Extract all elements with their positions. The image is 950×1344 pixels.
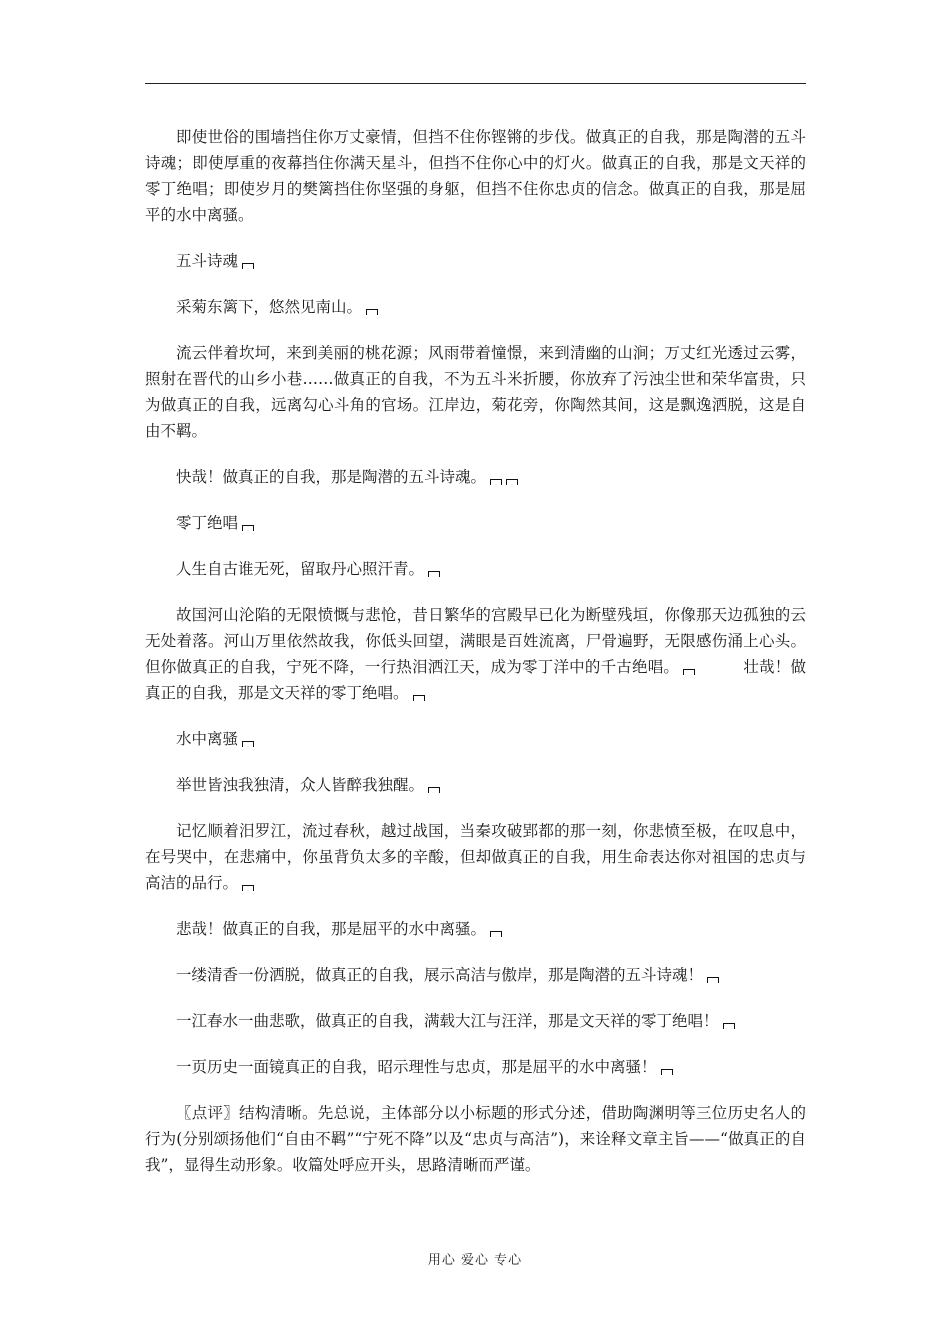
paragraph-mark-icon <box>242 263 254 269</box>
paragraph-mark-icon <box>366 309 378 315</box>
paragraph-mark-icon <box>428 787 440 793</box>
paragraph-mark-icon <box>490 479 502 485</box>
paragraph-mark-icon <box>242 885 254 891</box>
subtitle-lingding: 零丁绝唱 <box>145 510 806 536</box>
paragraph-mark-icon <box>242 741 254 747</box>
exclaim-paragraph: 悲哉！做真正的自我，那是屈平的水中离骚。 <box>145 916 806 942</box>
body-paragraph: 故国河山沦陷的无限愤慨与悲怆，昔日繁华的宫殿早已化为断壁残垣，你像那天边孤独的云无处着落。河山万里依然故我，你低头回望，满眼是百姓流离，尸骨遍野，无限感伤涌上心头。但你做真正的自我，宁死不降，一行热泪洒江天，成为零丁洋中的千古绝唱。 壮哉！做真正的自我，那是文天祥的零丁绝唱。 <box>145 606 806 702</box>
paragraph-mark-icon <box>506 479 518 485</box>
quote-paragraph: 人生自古谁无死，留取丹心照汗青。 <box>145 556 806 582</box>
quote-paragraph: 举世皆浊我独清，众人皆醉我独醒。 <box>145 772 806 798</box>
closing-line: 一缕清香一份洒脱，做真正的自我，展示高洁与傲岸，那是陶潜的五斗诗魂！ <box>145 962 806 988</box>
paragraph-mark-icon <box>490 931 502 937</box>
commentary-paragraph: 〖点评〗结构清晰。先总说，主体部分以小标题的形式分述，借助陶渊明等三位历史名人的行为(分别颂扬他们“自由不羁”“宁死不降”以及“忠贞与高洁”)，来诠释文章主旨——“做真正的自我”，显得生动形象。收篇处呼应开头，思路清晰而严谨。 <box>145 1104 806 1174</box>
paragraph-mark-icon <box>683 669 695 675</box>
paragraph-mark-icon <box>242 525 254 531</box>
header-rule <box>145 83 806 84</box>
paragraph-mark-icon <box>707 977 719 983</box>
subtitle-wudou: 五斗诗魂 <box>145 248 806 274</box>
essay-body <box>145 124 806 1178</box>
paragraph-mark-icon <box>723 1023 735 1029</box>
quote-paragraph: 采菊东篱下，悠然见南山。 <box>145 294 806 320</box>
subtitle-lisao: 水中离骚 <box>145 726 806 752</box>
paragraph-mark-icon <box>413 695 425 701</box>
paragraph-mark-icon <box>428 571 440 577</box>
closing-line: 一江春水一曲悲歌，做真正的自我，满载大江与汪洋，那是文天祥的零丁绝唱！ <box>145 1008 806 1034</box>
page-footer: 用心 爱心 专心 <box>427 1253 523 1268</box>
closing-line: 一页历史一面镜真正的自我，昭示理性与忠贞，那是屈平的水中离骚！ <box>145 1054 806 1080</box>
body-paragraph: 记忆顺着汨罗江，流过春秋，越过战国，当秦攻破郢都的那一刻，你悲愤至极，在叹息中，在号哭中，在悲痛中，你虽背负太多的辛酸，但却做真正的自我，用生命表达你对祖国的忠贞与高洁的品行。 <box>145 822 806 892</box>
body-paragraph: 流云伴着坎坷，来到美丽的桃花源；风雨带着憧憬，来到清幽的山涧；万丈红光透过云雾，照射在晋代的山乡小巷……做真正的自我，不为五斗米折腰，你放弃了污浊尘世和荣华富贵，只为做真正的自我，远离勾心斗角的官场。江岸边，菊花旁，你陶然其间，这是飘逸洒脱，这是自由不羁。 <box>145 344 806 440</box>
exclaim-paragraph: 快哉！做真正的自我，那是陶潜的五斗诗魂。 <box>145 464 806 490</box>
paragraph-mark-icon <box>661 1069 673 1075</box>
intro-paragraph: 即使世俗的围墙挡住你万丈豪情，但挡不住你铿锵的步伐。做真正的自我，那是陶潜的五斗诗魂；即使厚重的夜幕挡住你满天星斗，但挡不住你心中的灯火。做真正的自我，那是文天祥的零丁绝唱；即使岁月的樊篱挡住你坚强的身躯，但挡不住你忠贞的信念。做真正的自我，那是屈平的水中离骚。 <box>145 128 806 224</box>
